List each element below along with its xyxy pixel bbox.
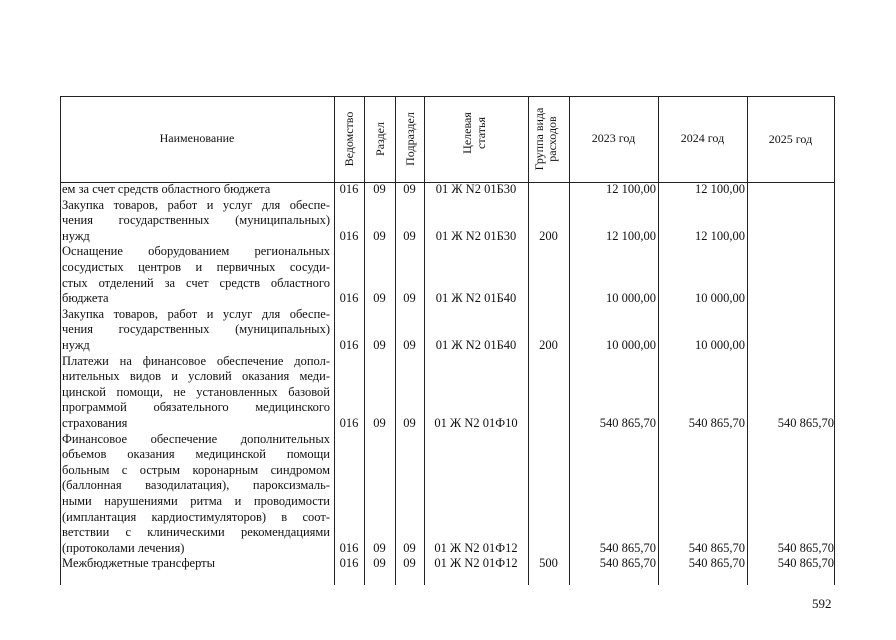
row-1-cel: 01 Ж N2 01Б30: [435, 228, 517, 243]
row-5-name-line-5: (имплантация кардиостимуляторов) в соот-: [62, 509, 330, 524]
row-5-name-line-6: ветствии с клиническими рекомендациями: [62, 525, 330, 540]
row-4-name-line-1: нительных видов и условий оказания меди-: [62, 369, 330, 384]
row-3-ved: 016: [339, 338, 359, 352]
header-celevaya-line1: Целевая: [460, 112, 474, 154]
row-4-name-line-3: программой обязательного медицинского: [62, 400, 330, 415]
row-3-y2023: 10 000,00: [606, 338, 656, 352]
row-5-cel: 01 Ж N2 01Ф12: [434, 540, 518, 555]
row-5-podrazdel: 09: [403, 540, 416, 555]
row-0-razdel: 09: [373, 182, 386, 196]
row-2-cel: 01 Ж N2 01Б40: [435, 291, 517, 306]
row-4-razdel: 09: [373, 416, 386, 430]
row-3-grp: 200: [539, 338, 558, 352]
row-5-name-line-1: объемов оказания медицинской помощи: [62, 447, 330, 462]
row-4-ved: 016: [339, 416, 359, 430]
row-1-name-line-0: Закупка товаров, работ и услуг для обеспе-: [62, 197, 330, 212]
col-border-8: [747, 96, 748, 585]
table-top-border: [60, 96, 834, 97]
row-5-name-line-4: ными нарушениями ритма и проводимости: [62, 494, 330, 508]
row-4-name-line-2: цинской помощи, не установленных базовой: [62, 384, 330, 399]
header-2025: 2025 год: [768, 132, 813, 146]
row-5-y2023: 540 865,70: [599, 540, 656, 555]
row-4-y2023: 540 865,70: [599, 416, 656, 430]
row-5-y2025: 540 865,70: [777, 540, 834, 555]
row-6-podrazdel: 09: [403, 556, 416, 571]
row-3-podrazdel: 09: [403, 338, 416, 352]
col-border-9: [834, 96, 835, 585]
row-2-name-line-3: бюджета: [62, 291, 109, 306]
row-2-name-line-2: стых отделений за счет средств областного: [62, 275, 330, 290]
row-3-name-line-0: Закупка товаров, работ и услуг для обеспе-: [62, 306, 330, 321]
row-6-razdel: 09: [373, 556, 386, 571]
row-6-y2025: 540 865,70: [777, 556, 834, 571]
header-podrazdel: Подраздел: [403, 112, 417, 166]
row-1-ved: 016: [339, 228, 359, 243]
row-6-y2023: 540 865,70: [599, 556, 656, 571]
row-3-name-line-2: нужд: [62, 338, 90, 352]
row-6-grp: 500: [539, 556, 558, 571]
header-celevaya-line2: статья: [474, 117, 488, 149]
row-4-name-line-4: страхования: [62, 416, 128, 430]
row-3-razdel: 09: [373, 338, 386, 352]
row-5-name-line-3: (баллонная вазодилатация), пароксизмаль-: [62, 478, 330, 493]
row-1-name-line-1: чения государственных (муниципальных): [62, 213, 330, 228]
col-border-0: [60, 96, 61, 585]
row-2-ved: 016: [339, 291, 359, 306]
row-6-cel: 01 Ж N2 01Ф12: [434, 556, 518, 571]
row-2-podrazdel: 09: [403, 291, 416, 306]
row-4-podrazdel: 09: [403, 416, 416, 430]
row-2-razdel: 09: [373, 291, 386, 306]
row-0-y2024: 12 100,00: [695, 182, 745, 196]
header-gruppa-line2: расходов: [545, 116, 559, 162]
row-4-y2024: 540 865,70: [688, 416, 745, 430]
row-5-razdel: 09: [373, 540, 386, 555]
row-0-podrazdel: 09: [403, 182, 416, 196]
row-0-cel: 01 Ж N2 01Б30: [435, 182, 517, 196]
row-3-cel: 01 Ж N2 01Б40: [435, 338, 517, 352]
row-0-ved: 016: [339, 182, 359, 196]
row-0-name-line-0: ем за счет средств областного бюджета: [62, 182, 271, 196]
row-2-name-line-0: Оснащение оборудованием региональных: [62, 244, 330, 259]
row-4-cel: 01 Ж N2 01Ф10: [434, 416, 518, 430]
header-gruppa-line1: Группа вида: [532, 107, 546, 171]
header-vedomstvo: Ведомство: [342, 111, 356, 167]
page-number: 592: [812, 596, 832, 611]
row-3-y2024: 10 000,00: [695, 338, 745, 352]
row-4-name-line-0: Платежи на финансовое обеспечение допол-: [62, 353, 330, 368]
row-2-y2023: 10 000,00: [606, 291, 656, 306]
row-1-razdel: 09: [373, 228, 386, 243]
header-2023: 2023 год: [591, 131, 636, 145]
row-2-y2024: 10 000,00: [695, 291, 745, 306]
row-6-y2024: 540 865,70: [688, 556, 745, 571]
row-5-name-line-0: Финансовое обеспечение дополнительных: [62, 431, 330, 446]
row-1-grp: 200: [539, 228, 558, 243]
row-1-name-line-2: нужд: [62, 228, 90, 243]
row-3-name-line-1: чения государственных (муниципальных): [62, 322, 330, 337]
row-6-name-line-0: Межбюджетные трансферты: [62, 556, 216, 571]
row-1-y2024: 12 100,00: [695, 228, 745, 243]
row-1-y2023: 12 100,00: [606, 228, 656, 243]
row-5-name-line-2: больным с острым коронарным синдромом: [62, 462, 330, 477]
row-4-y2025: 540 865,70: [777, 416, 834, 430]
header-name: Наименование: [159, 131, 235, 145]
row-5-y2024: 540 865,70: [688, 540, 745, 555]
row-2-name-line-1: сосудистых центров и первичных сосуди-: [62, 260, 330, 274]
header-razdel: Раздел: [373, 122, 387, 156]
header-2024: 2024 год: [680, 131, 725, 145]
row-6-ved: 016: [339, 556, 359, 571]
row-0-y2023: 12 100,00: [606, 182, 656, 196]
row-5-name-line-7: (протоколами лечения): [62, 540, 185, 555]
row-1-podrazdel: 09: [403, 228, 416, 243]
row-5-ved: 016: [339, 540, 359, 555]
